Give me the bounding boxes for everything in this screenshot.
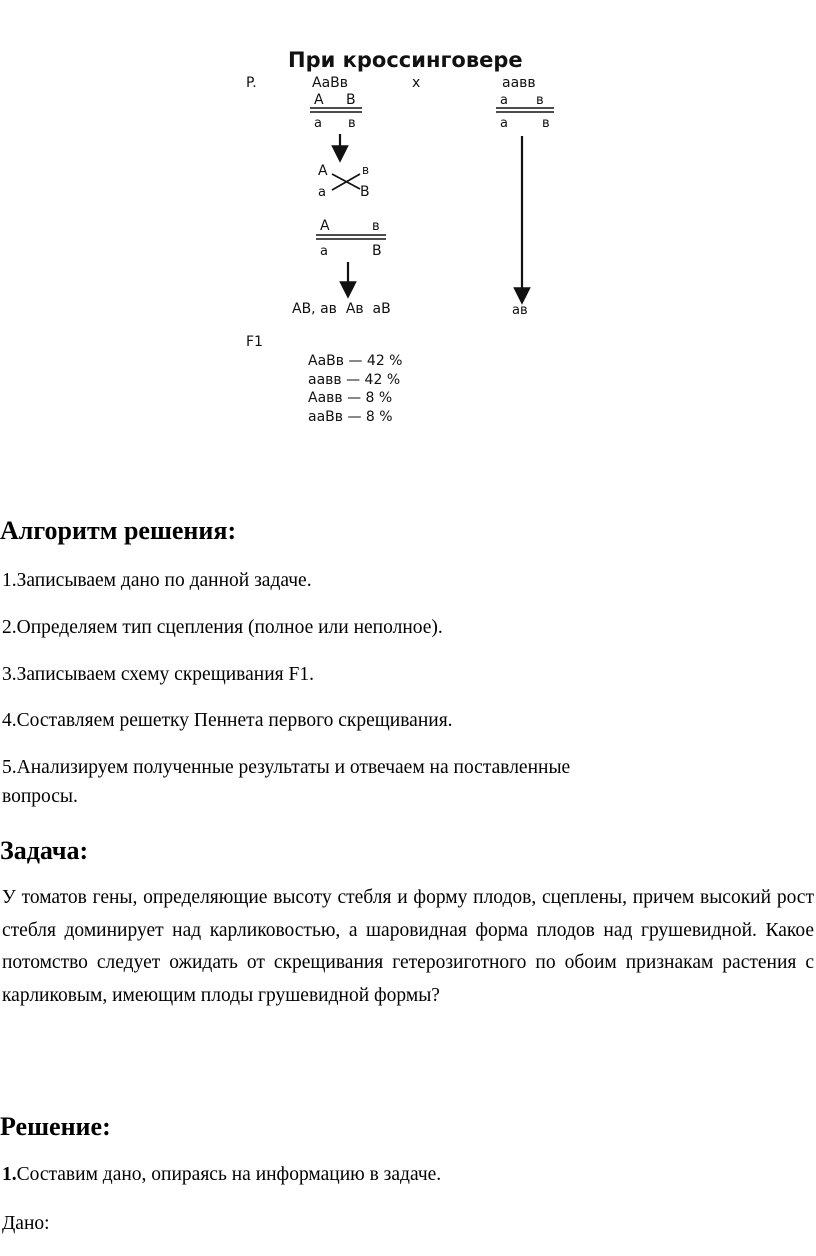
parent2-genotype: аавв [502, 75, 536, 91]
f1-label: F1 [246, 334, 263, 350]
p2-bottom-left: а [500, 116, 508, 131]
f1-result: Аавв — 8 % [308, 390, 393, 406]
crossing-over-diagram [236, 40, 556, 450]
given-label: Дано: [2, 1213, 50, 1234]
p1-bottom-left: а [314, 116, 322, 131]
p1-bottom-right: в [348, 116, 356, 131]
p2-top-left: а [500, 93, 508, 108]
crossing-over-scheme [236, 40, 556, 450]
rec-top-right: в [372, 219, 380, 234]
solution-heading: Решение: [0, 1112, 111, 1141]
parent1-genotype: АаВв [312, 75, 349, 91]
rec-bottom-right: В [372, 243, 382, 259]
solution-step-1 [2, 1161, 441, 1189]
cross-right-top: в [362, 163, 370, 177]
solution-step-text: Составим дано, опираясь на информацию в задаче. [16, 1164, 442, 1185]
rec-top-left: А [320, 218, 330, 234]
p-label: P. [246, 75, 257, 91]
f1-result: ааВв — 8 % [308, 409, 393, 425]
rec-bottom-left: а [320, 244, 328, 259]
p2-bottom-right: в [542, 116, 550, 131]
task-heading: Задача: [0, 836, 89, 865]
algorithm-step: 3.Записываем схему скрещивания F1. [2, 664, 314, 685]
algorithm-step: 5.Анализируем полученные результаты и отвечаем на поставленные [2, 757, 571, 778]
cross-left-bottom: а [318, 185, 326, 200]
cross-right-bottom: В [360, 184, 370, 200]
cross-sign: x [412, 75, 421, 91]
task-text: У томатов гены, определяющие высоту стебля и форму плодов, сцеплены, причем высокий рост стебля доминирует над карликовостью, а шаровидная форма плодов над грушевидной. Какое потомство следует ожидать от скрещивания гетерозиготного по обоим признакам растения с карликовым, имеющим плоды грушевидной формы? [2, 887, 814, 1006]
algorithm-step: 2.Определяем тип сцепления (полное или неполное). [2, 617, 443, 638]
algorithm-heading: Алгоритм решения: [0, 516, 237, 545]
algorithm-step: вопросы. [2, 786, 78, 807]
f1-result: АаВв — 42 % [308, 353, 403, 369]
p1-top-left: А [314, 92, 324, 108]
f1-result: аавв — 42 % [308, 372, 401, 388]
algorithm-step: 4.Составляем решетку Пеннета первого скрещивания. [2, 710, 453, 731]
diagram-title: При кроссинговере [288, 48, 523, 72]
algorithm-step: 1.Записываем дано по данной задаче. [2, 570, 312, 591]
solution-step-number: 1. [2, 1164, 17, 1185]
gametes-left: АВ, ав Ав аВ [292, 301, 391, 317]
gametes-right: ав [512, 303, 528, 318]
p1-top-right: В [346, 92, 356, 108]
p2-top-right: в [536, 93, 544, 108]
cross-left-top: А [318, 163, 328, 179]
